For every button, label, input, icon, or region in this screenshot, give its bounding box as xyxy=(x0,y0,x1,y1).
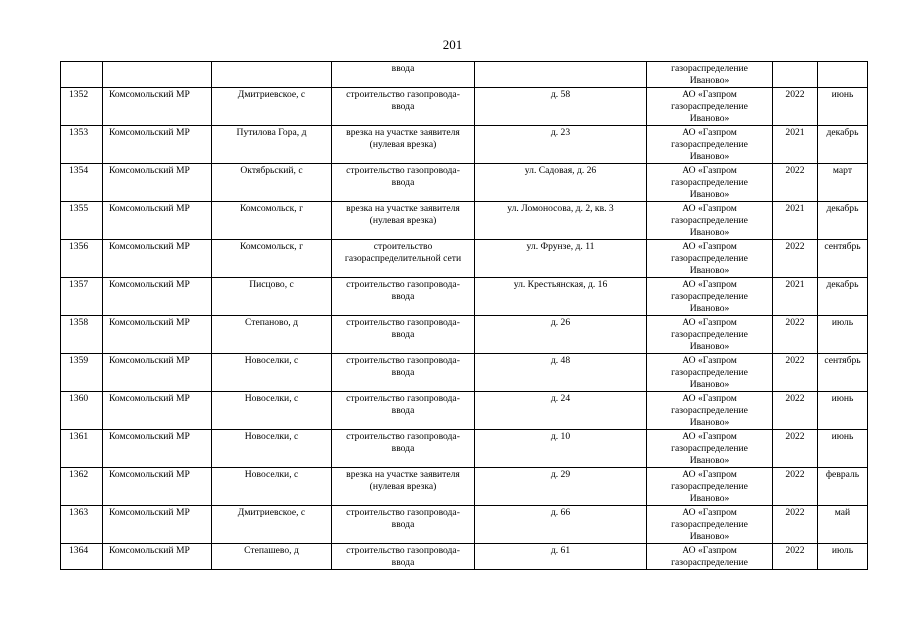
table-row xyxy=(61,316,868,354)
cell-address: ул. Фрунзе, д. 11 xyxy=(475,240,647,278)
cell-work-type: строительство газопровода- ввода xyxy=(332,88,475,126)
cell-district: Комсомольский МР xyxy=(103,506,212,544)
cell-organization: АО «Газпром газораспределение Иваново» xyxy=(647,468,773,506)
cell-organization: АО «Газпром газораспределение Иваново» xyxy=(647,164,773,202)
cell-locality: Писцово, с xyxy=(212,278,332,316)
cell-month: сентябрь xyxy=(818,354,868,392)
table-row xyxy=(61,354,868,392)
cell-number: 1360 xyxy=(61,392,103,430)
cell-work-type: строительство газораспределительной сети xyxy=(332,240,475,278)
cell-number: 1355 xyxy=(61,202,103,240)
cell-number: 1361 xyxy=(61,430,103,468)
cell-organization: АО «Газпром газораспределение Иваново» xyxy=(647,430,773,468)
cell-number: 1363 xyxy=(61,506,103,544)
cell-address: д. 29 xyxy=(475,468,647,506)
cell-work-type: строительство газопровода- ввода xyxy=(332,316,475,354)
cell-year xyxy=(773,62,818,88)
cell-year: 2021 xyxy=(773,126,818,164)
cell-year: 2021 xyxy=(773,278,818,316)
cell-locality: Комсомольск, г xyxy=(212,240,332,278)
cell-locality: Новоселки, с xyxy=(212,430,332,468)
cell-month: май xyxy=(818,506,868,544)
cell-locality: Новоселки, с xyxy=(212,354,332,392)
cell-organization: газораспределение Иваново» xyxy=(647,62,773,88)
page-number: 201 xyxy=(442,37,463,52)
cell-month: декабрь xyxy=(818,278,868,316)
gasification-table xyxy=(60,61,868,570)
cell-number xyxy=(61,62,103,88)
cell-number: 1353 xyxy=(61,126,103,164)
cell-year: 2021 xyxy=(773,202,818,240)
cell-locality: Новоселки, с xyxy=(212,392,332,430)
cell-organization: АО «Газпром газораспределение xyxy=(647,544,773,570)
cell-number: 1362 xyxy=(61,468,103,506)
cell-locality: Степаново, д xyxy=(212,316,332,354)
cell-month: декабрь xyxy=(818,126,868,164)
cell-district: Комсомольский МР xyxy=(103,240,212,278)
cell-year: 2022 xyxy=(773,88,818,126)
cell-number: 1357 xyxy=(61,278,103,316)
cell-year: 2022 xyxy=(773,506,818,544)
table-row xyxy=(61,164,868,202)
cell-locality: Новоселки, с xyxy=(212,468,332,506)
cell-year: 2022 xyxy=(773,392,818,430)
cell-address xyxy=(475,62,647,88)
table-row xyxy=(61,126,868,164)
cell-number: 1352 xyxy=(61,88,103,126)
cell-month xyxy=(818,62,868,88)
cell-work-type: строительство газопровода- ввода xyxy=(332,392,475,430)
table-row xyxy=(61,468,868,506)
cell-district: Комсомольский МР xyxy=(103,468,212,506)
cell-year: 2022 xyxy=(773,240,818,278)
cell-month: июль xyxy=(818,316,868,354)
cell-locality: Дмитриевское, с xyxy=(212,506,332,544)
cell-address: д. 23 xyxy=(475,126,647,164)
cell-month: февраль xyxy=(818,468,868,506)
cell-district: Комсомольский МР xyxy=(103,278,212,316)
cell-number: 1359 xyxy=(61,354,103,392)
cell-month: июнь xyxy=(818,430,868,468)
cell-district: Комсомольский МР xyxy=(103,544,212,570)
cell-month: март xyxy=(818,164,868,202)
cell-district: Комсомольский МР xyxy=(103,126,212,164)
cell-district xyxy=(103,62,212,88)
cell-month: июнь xyxy=(818,392,868,430)
cell-work-type: строительство газопровода- ввода xyxy=(332,430,475,468)
table-row xyxy=(61,240,868,278)
cell-work-type: врезка на участке заявителя (нулевая врезка) xyxy=(332,202,475,240)
table-row xyxy=(61,392,868,430)
cell-work-type: строительство газопровода- ввода xyxy=(332,506,475,544)
cell-work-type: строительство газопровода- ввода xyxy=(332,354,475,392)
cell-address: д. 26 xyxy=(475,316,647,354)
cell-address: д. 10 xyxy=(475,430,647,468)
cell-organization: АО «Газпром газораспределение Иваново» xyxy=(647,506,773,544)
cell-address: д. 58 xyxy=(475,88,647,126)
cell-year: 2022 xyxy=(773,430,818,468)
cell-organization: АО «Газпром газораспределение Иваново» xyxy=(647,240,773,278)
cell-district: Комсомольский МР xyxy=(103,202,212,240)
cell-organization: АО «Газпром газораспределение Иваново» xyxy=(647,354,773,392)
cell-month: декабрь xyxy=(818,202,868,240)
cell-address: ул. Садовая, д. 26 xyxy=(475,164,647,202)
table-row xyxy=(61,88,868,126)
cell-month: июль xyxy=(818,544,868,570)
cell-organization: АО «Газпром газораспределение Иваново» xyxy=(647,316,773,354)
continued-row xyxy=(61,62,868,88)
table-row xyxy=(61,430,868,468)
cell-locality: Октябрьский, с xyxy=(212,164,332,202)
cell-year: 2022 xyxy=(773,164,818,202)
cell-address: д. 24 xyxy=(475,392,647,430)
cell-locality: Путилова Гора, д xyxy=(212,126,332,164)
cell-work-type: строительство газопровода- ввода xyxy=(332,278,475,316)
cell-address: д. 61 xyxy=(475,544,647,570)
table-row xyxy=(61,278,868,316)
cell-number: 1358 xyxy=(61,316,103,354)
cell-work-type: строительство газопровода- ввода xyxy=(332,164,475,202)
cell-locality: Дмитриевское, с xyxy=(212,88,332,126)
table-row xyxy=(61,544,868,570)
cell-month: июнь xyxy=(818,88,868,126)
cell-work-type: врезка на участке заявителя (нулевая врезка) xyxy=(332,126,475,164)
cell-number: 1356 xyxy=(61,240,103,278)
cell-locality: Степашево, д xyxy=(212,544,332,570)
cell-year: 2022 xyxy=(773,354,818,392)
cell-year: 2022 xyxy=(773,468,818,506)
cell-work-type: врезка на участке заявителя (нулевая врезка) xyxy=(332,468,475,506)
cell-district: Комсомольский МР xyxy=(103,316,212,354)
cell-work-type: ввода xyxy=(332,62,475,88)
table-row xyxy=(61,506,868,544)
cell-month: сентябрь xyxy=(818,240,868,278)
cell-address: ул. Ломоносова, д. 2, кв. 3 xyxy=(475,202,647,240)
cell-district: Комсомольский МР xyxy=(103,430,212,468)
cell-district: Комсомольский МР xyxy=(103,88,212,126)
cell-organization: АО «Газпром газораспределение Иваново» xyxy=(647,392,773,430)
cell-address: д. 48 xyxy=(475,354,647,392)
cell-number: 1354 xyxy=(61,164,103,202)
cell-address: д. 66 xyxy=(475,506,647,544)
cell-organization: АО «Газпром газораспределение Иваново» xyxy=(647,278,773,316)
table-row xyxy=(61,202,868,240)
cell-locality xyxy=(212,62,332,88)
cell-district: Комсомольский МР xyxy=(103,392,212,430)
cell-organization: АО «Газпром газораспределение Иваново» xyxy=(647,88,773,126)
cell-district: Комсомольский МР xyxy=(103,164,212,202)
cell-work-type: строительство газопровода- ввода xyxy=(332,544,475,570)
cell-locality: Комсомольск, г xyxy=(212,202,332,240)
cell-organization: АО «Газпром газораспределение Иваново» xyxy=(647,202,773,240)
cell-district: Комсомольский МР xyxy=(103,354,212,392)
cell-address: ул. Крестьянская, д. 16 xyxy=(475,278,647,316)
cell-organization: АО «Газпром газораспределение Иваново» xyxy=(647,126,773,164)
cell-number: 1364 xyxy=(61,544,103,570)
cell-year: 2022 xyxy=(773,316,818,354)
cell-year: 2022 xyxy=(773,544,818,570)
